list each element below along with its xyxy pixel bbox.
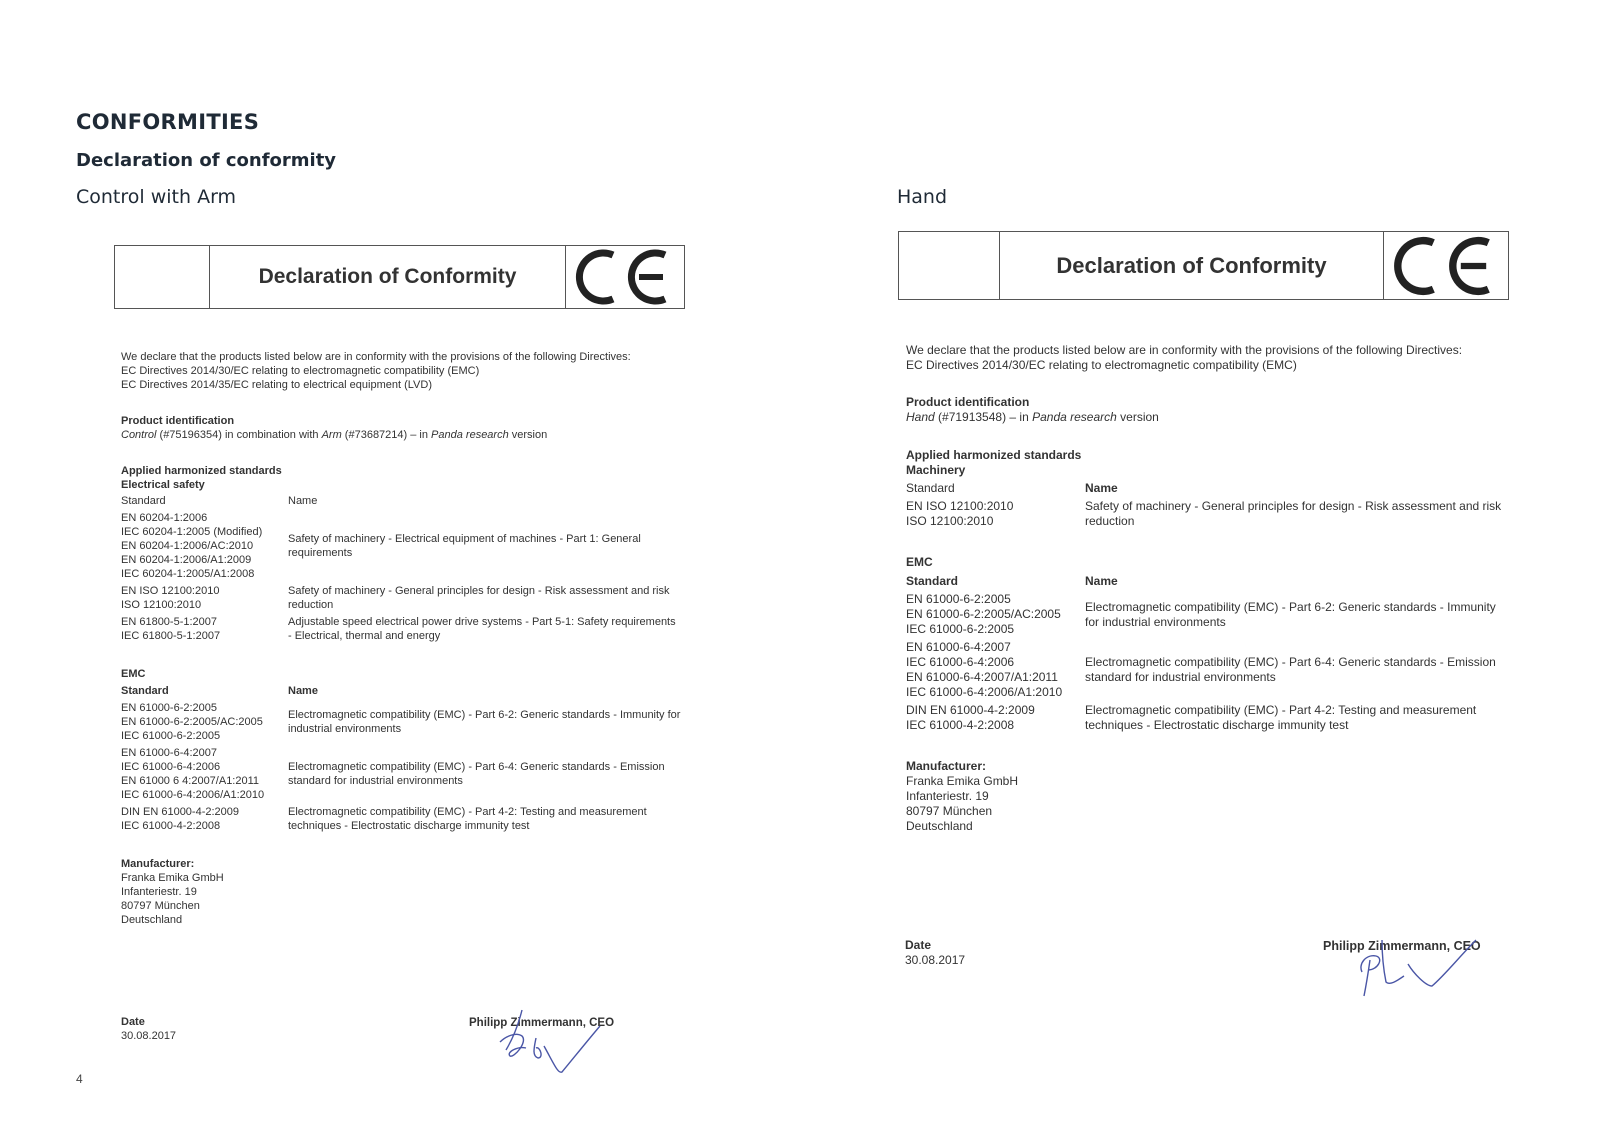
- left-manufacturer-line: Deutschland: [121, 914, 183, 926]
- left-electrical-table: [121, 511, 682, 643]
- left-col-standard: Standard: [121, 495, 166, 507]
- right-applied-label: Applied harmonized standards: [906, 448, 1082, 462]
- right-signer: Philipp Zimmermann, CEO: [1323, 939, 1481, 953]
- right-product-id-label: Product identification: [906, 395, 1030, 409]
- right-emc-col-standard: Standard: [906, 574, 959, 588]
- right-col-name: Name: [1085, 481, 1118, 495]
- right-manufacturer-line: 80797 München: [906, 804, 993, 818]
- standard-cell: DIN EN 61000-4-2:2009 IEC 61000-4-2:2008: [906, 703, 1035, 732]
- table-row: [906, 640, 1506, 700]
- page-number: 4: [76, 1072, 83, 1086]
- page-title: CONFORMITIES: [76, 110, 260, 134]
- left-manufacturer-line: 80797 München: [121, 900, 200, 912]
- name-cell: Safety of machinery - General principles for design - Risk assessment and risk reduction: [288, 585, 670, 611]
- table-row: [121, 805, 682, 833]
- table-row: [121, 701, 682, 743]
- name-cell: Electromagnetic compatibility (EMC) - Part 6-2: Generic standards - Immunity for industrial environments: [288, 709, 681, 735]
- standard-cell: EN 61000-6-4:2007 IEC 61000-6-4:2006 EN 61000-6-4:2007/A1:2011 IEC 61000-6-4:2006/A1:2010: [906, 640, 1063, 699]
- table-row: [906, 592, 1506, 637]
- left-heading: Control with Arm: [76, 186, 237, 208]
- left-header-blank-cell: [115, 246, 210, 308]
- left-signer: Philipp Zimmermann, CEO: [469, 1017, 615, 1029]
- standard-cell: EN ISO 12100:2010 ISO 12100:2010: [121, 585, 220, 611]
- right-date-label: Date: [905, 938, 932, 952]
- right-header-title: Declaration of Conformity: [1000, 232, 1384, 299]
- left-manufacturer-label: Manufacturer:: [121, 858, 195, 870]
- left-date-label: Date: [121, 1016, 145, 1028]
- right-machinery-table: [906, 499, 1506, 529]
- left-product-line: Control (#75196354) in combination with Arm (#73687214) – in Panda research version: [121, 429, 548, 441]
- left-emc-col-standard: Standard: [121, 685, 169, 697]
- left-product-id-label: Product identification: [121, 415, 235, 427]
- right-manufacturer-label: Manufacturer:: [906, 759, 987, 773]
- table-row: [906, 499, 1506, 529]
- table-row: [121, 746, 682, 802]
- ce-mark-icon: [1384, 232, 1508, 299]
- name-cell: Safety of machinery - General principles for design - Risk assessment and risk reduction: [1085, 499, 1502, 528]
- left-electrical-label: Electrical safety: [121, 479, 205, 491]
- right-declaration-header: [898, 231, 1509, 300]
- standard-cell: EN 60204-1:2006 IEC 60204-1:2005 (Modified) EN 60204-1:2006/AC:2010 EN 60204-1:2006/A1:2009 IEC 60204-1:2005/A1:2008: [121, 512, 263, 580]
- left-emc-col-name: Name: [288, 685, 318, 697]
- left-directive-2: EC Directives 2014/35/EC relating to electrical equipment (LVD): [121, 379, 432, 391]
- left-col-name: Name: [288, 495, 318, 507]
- name-cell: Electromagnetic compatibility (EMC) - Part 6-2: Generic standards - Immunity for industrial environments: [1085, 599, 1496, 629]
- left-signature-icon: [492, 1002, 612, 1078]
- right-intro: We declare that the products listed below are in conformity with the provisions of the following Directives:: [906, 343, 1463, 357]
- right-manufacturer-line: Deutschland: [906, 819, 973, 833]
- right-product-line: Hand (#71913548) – in Panda research version: [906, 410, 1159, 424]
- left-header-title: Declaration of Conformity: [210, 246, 566, 308]
- left-declaration-body: [121, 350, 682, 927]
- left-directive-1: EC Directives 2014/30/EC relating to electromagnetic compatibility (EMC): [121, 365, 480, 377]
- left-emc-header-row: [121, 684, 682, 698]
- name-cell: Electromagnetic compatibility (EMC) - Part 6-4: Generic standards - Emission standard for industrial environments: [1085, 655, 1496, 684]
- name-cell: Safety of machinery - Electrical equipment of machines - Part 1: General requirements: [288, 533, 641, 559]
- right-heading: Hand: [897, 186, 948, 208]
- left-intro: We declare that the products listed below are in conformity with the provisions of the following Directives:: [121, 351, 631, 363]
- right-header-blank-cell: [899, 232, 1000, 299]
- name-cell: Electromagnetic compatibility (EMC) - Part 4-2: Testing and measurement techniques - Electrostatic discharge immunity test: [1085, 703, 1477, 732]
- table-row: [121, 615, 682, 643]
- page-subtitle: Declaration of conformity: [76, 150, 337, 171]
- left-electrical-header-row: [121, 494, 682, 508]
- table-row: [121, 511, 682, 581]
- right-date: 30.08.2017: [905, 953, 966, 967]
- left-emc-label: EMC: [121, 668, 146, 680]
- standard-cell: EN ISO 12100:2010 ISO 12100:2010: [906, 499, 1014, 528]
- right-manufacturer-line: Infanteriestr. 19: [906, 789, 989, 803]
- right-emc-label: EMC: [906, 555, 933, 569]
- standard-cell: EN 61800-5-1:2007 IEC 61800-5-1:2007: [121, 616, 221, 642]
- right-machinery-header-row: [906, 481, 1506, 496]
- right-signature-icon: [1361, 940, 1476, 996]
- left-date-block: [121, 1015, 176, 1043]
- standard-cell: EN 61000-6-2:2005 EN 61000-6-2:2005/AC:2005 IEC 61000-6-2:2005: [121, 702, 263, 742]
- left-manufacturer-line: Infanteriestr. 19: [121, 886, 197, 898]
- right-date-block: [905, 938, 965, 968]
- left-date: 30.08.2017: [121, 1030, 177, 1042]
- standard-cell: EN 61000-6-4:2007 IEC 61000-6-4:2006 EN 61000 6 4:2007/A1:2011 IEC 61000-6-4:2006/A1:2010: [121, 747, 265, 801]
- ce-mark-icon: [566, 246, 684, 308]
- left-declaration-header: [114, 245, 685, 309]
- left-manufacturer-line: Franka Emika GmbH: [121, 872, 224, 884]
- right-directive-1: EC Directives 2014/30/EC relating to electromagnetic compatibility (EMC): [906, 358, 1297, 372]
- name-cell: Adjustable speed electrical power drive systems - Part 5-1: Safety requirements - Electrical, thermal and energy: [288, 616, 676, 642]
- right-col-standard: Standard: [906, 481, 955, 495]
- right-emc-table: [906, 592, 1506, 733]
- table-row: [906, 703, 1506, 733]
- left-applied-label: Applied harmonized standards: [121, 465, 282, 477]
- table-row: [121, 584, 682, 612]
- right-declaration-body: [906, 343, 1506, 834]
- right-emc-col-name: Name: [1085, 574, 1118, 588]
- standard-cell: DIN EN 61000-4-2:2009 IEC 61000-4-2:2008: [121, 806, 240, 832]
- left-emc-table: [121, 701, 682, 833]
- right-manufacturer-line: Franka Emika GmbH: [906, 774, 1019, 788]
- right-machinery-label: Machinery: [906, 463, 966, 477]
- standard-cell: EN 61000-6-2:2005 EN 61000-6-2:2005/AC:2005 IEC 61000-6-2:2005: [906, 592, 1061, 636]
- name-cell: Electromagnetic compatibility (EMC) - Part 4-2: Testing and measurement techniques - Electrostatic discharge immunity test: [288, 806, 647, 832]
- right-emc-header-row: [906, 574, 1506, 589]
- name-cell: Electromagnetic compatibility (EMC) - Part 6-4: Generic standards - Emission standard for industrial environments: [288, 761, 665, 787]
